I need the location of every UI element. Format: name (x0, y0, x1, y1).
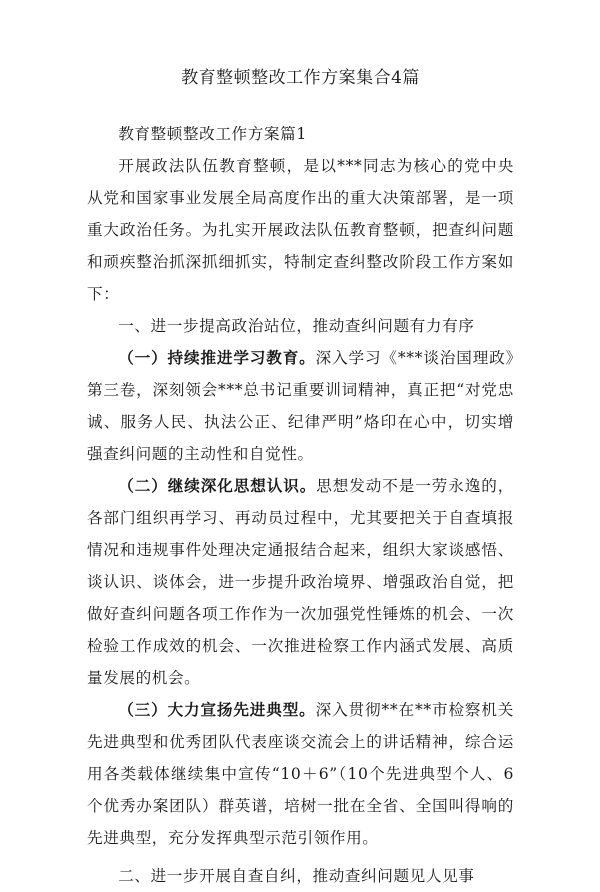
item-1-label: （一）持续推进学习教育。 (118, 348, 316, 367)
item-2-label: （二）继续深化思想认识。 (118, 476, 317, 495)
item-1-paragraph (87, 342, 514, 470)
item-2-paragraph (87, 470, 514, 694)
section-2-heading: 二、进一步开展自查自纠，推动查纠问题见人见事 (118, 867, 475, 885)
item-3-paragraph (87, 694, 514, 854)
item-2-text: 思想发动不是一劳永逸的，各部门组织再学习、再动员过程中，尤其要把关于自查填报情况和违规事件处理决定通报结合起来，组织大家谈感悟、谈认识、谈体会，进一步提升政治境界、增强政治自觉，把做好查纠问题各项工作作为一次加强党性锤炼的机会、一次检验工作成效的机会、一次推进检察工作内涵式发展、高质量发展的机会。 (87, 477, 514, 687)
section-1-heading: 一、进一步提高政治站位，推动查纠问题有力有序 (118, 317, 475, 335)
item-1-text: 深入学习《***谈治国理政》第三卷，深刻领会***总书记重要训词精神，真正把“对党忠诚、服务人民、执法公正、纪律严明”烙印在心中，切实增强查纠问题的主动性和自觉性。 (87, 349, 514, 463)
document-title: 教育整顿整改工作方案集合4篇 (181, 68, 420, 88)
document-subtitle: 教育整顿整改工作方案篇1 (118, 125, 307, 143)
item-3-text: 深入贯彻**在**市检察机关先进典型和优秀团队代表座谈交流会上的讲话精神，综合运用各类载体继续集中宣传“10＋6”（10个先进典型个人、6个优秀办案团队）群英谱，培树一批在全省、全国叫得响的先进典型，充分发挥典型示范引领作用。 (87, 701, 514, 847)
item-3-label: （三）大力宣扬先进典型。 (118, 700, 316, 719)
intro-paragraph: 开展政法队伍教育整顿，是以***同志为核心的党中央从党和国家事业发展全局高度作出的重大决策部署，是一项重大政治任务。为扎实开展政法队伍教育整顿，把查纠问题和顽疾整治抓深抓细抓实，特制定查纠整改阶段工作方案如下： (87, 157, 514, 303)
